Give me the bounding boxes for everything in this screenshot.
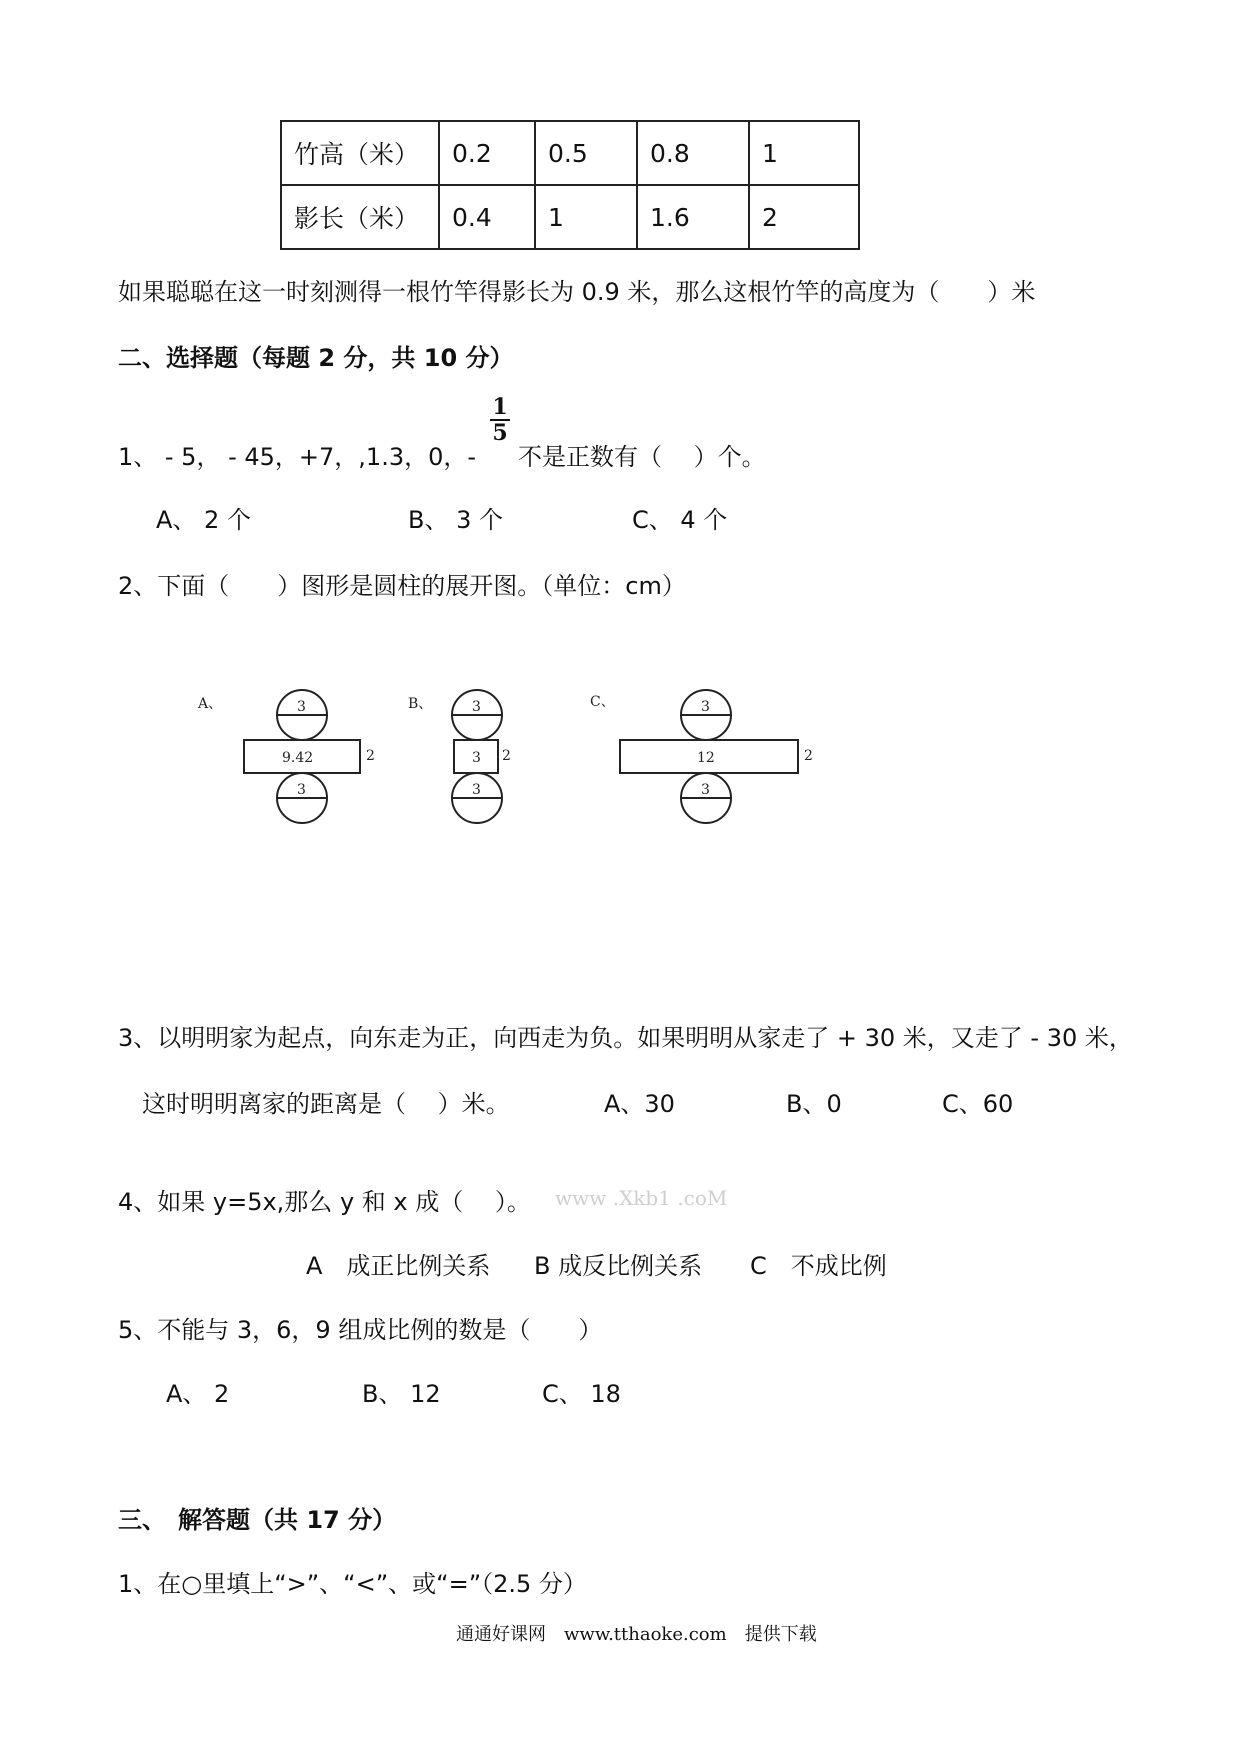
figure-a-top-circle: 3 [297, 699, 306, 715]
section-3-q1: 1、在○里填上“>”、“<”、或“=”（2.5 分） [118, 1570, 587, 1598]
section-3-title: 三、 解答题（共 17 分） [118, 1506, 397, 1534]
table-cell: 2 [749, 185, 859, 249]
table-cell: 影长（米） [281, 185, 439, 249]
cylinder-nets-figure [190, 680, 830, 830]
table-row [281, 121, 859, 185]
table-row [281, 185, 859, 249]
figure-c-rect: 12 [697, 750, 715, 766]
table-cell: 0.8 [637, 121, 749, 185]
q1-text: 1、 - 5， - 45，+7，,1.3，0，- [118, 443, 477, 471]
q3-line2: 这时明明离家的距离是（ ）米。 [142, 1090, 510, 1118]
figure-c-top-circle: 3 [701, 699, 710, 715]
figure-b-top-circle: 3 [472, 699, 481, 715]
figure-b-side: 2 [502, 748, 511, 764]
figure-b-bottom-circle: 3 [472, 782, 481, 798]
q5-option-b: B、 12 [362, 1380, 441, 1408]
figure-c-side: 2 [804, 748, 813, 764]
table-cell: 1.6 [637, 185, 749, 249]
table-cell: 0.5 [535, 121, 637, 185]
figure-c-label: C、 [590, 694, 615, 710]
q5-text: 5、不能与 3，6，9 组成比例的数是（ ） [118, 1316, 603, 1344]
q1-option-c: C、 4 个 [632, 506, 728, 534]
q2-text: 2、下面（ ）图形是圆柱的展开图。（单位：cm） [118, 572, 686, 600]
figure-a-bottom-circle: 3 [297, 782, 306, 798]
table-cell: 0.4 [439, 185, 535, 249]
q4-option-b: B 成反比例关系 [534, 1252, 703, 1280]
watermark: www .Xkb1 .coM [555, 1186, 728, 1210]
table-cell: 0.2 [439, 121, 535, 185]
figure-a-side: 2 [366, 748, 375, 764]
fraction [490, 395, 510, 445]
q1-suffix: 不是正数有（ ）个。 [518, 443, 766, 471]
table-cell: 1 [749, 121, 859, 185]
q3-line1: 3、以明明家为起点，向东走为正，向西走为负。如果明明从家走了 + 30 米，又走了 - 30 米， [118, 1024, 1133, 1052]
fill-question: 如果聪聪在这一时刻测得一根竹竿得影长为 0.9 米，那么这根竹竿的高度为（ ）米 [118, 278, 1036, 306]
q1-option-b: B、 3 个 [408, 506, 503, 534]
table-cell: 竹高（米） [281, 121, 439, 185]
q4-option-c: C 不成比例 [750, 1252, 887, 1280]
fraction-numerator: 1 [490, 395, 510, 421]
figure-b-rect: 3 [472, 750, 481, 766]
figure-a-rect: 9.42 [282, 750, 314, 766]
page-footer: 通通好课网 www.tthaoke.com 提供下载 [456, 1624, 817, 1645]
q3-option-b: B、0 [786, 1090, 842, 1118]
table-cell: 1 [535, 185, 637, 249]
figure-b-label: B、 [408, 696, 433, 712]
q5-option-a: A、 2 [166, 1380, 230, 1408]
q3-option-a: A、30 [604, 1090, 675, 1118]
q4-text: 4、如果 y=5x,那么 y 和 x 成（ ）。 [118, 1188, 531, 1216]
figure-a-label: A、 [198, 696, 223, 712]
section-2-title: 二、选择题（每题 2 分，共 10 分） [118, 344, 514, 372]
q1-option-a: A、 2 个 [156, 506, 251, 534]
q4-option-a: A 成正比例关系 [306, 1252, 491, 1280]
fraction-denominator: 5 [492, 420, 508, 446]
q3-option-c: C、60 [942, 1090, 1014, 1118]
figure-c-bottom-circle: 3 [701, 782, 710, 798]
bamboo-shadow-table [280, 120, 860, 250]
q5-option-c: C、 18 [542, 1380, 621, 1408]
